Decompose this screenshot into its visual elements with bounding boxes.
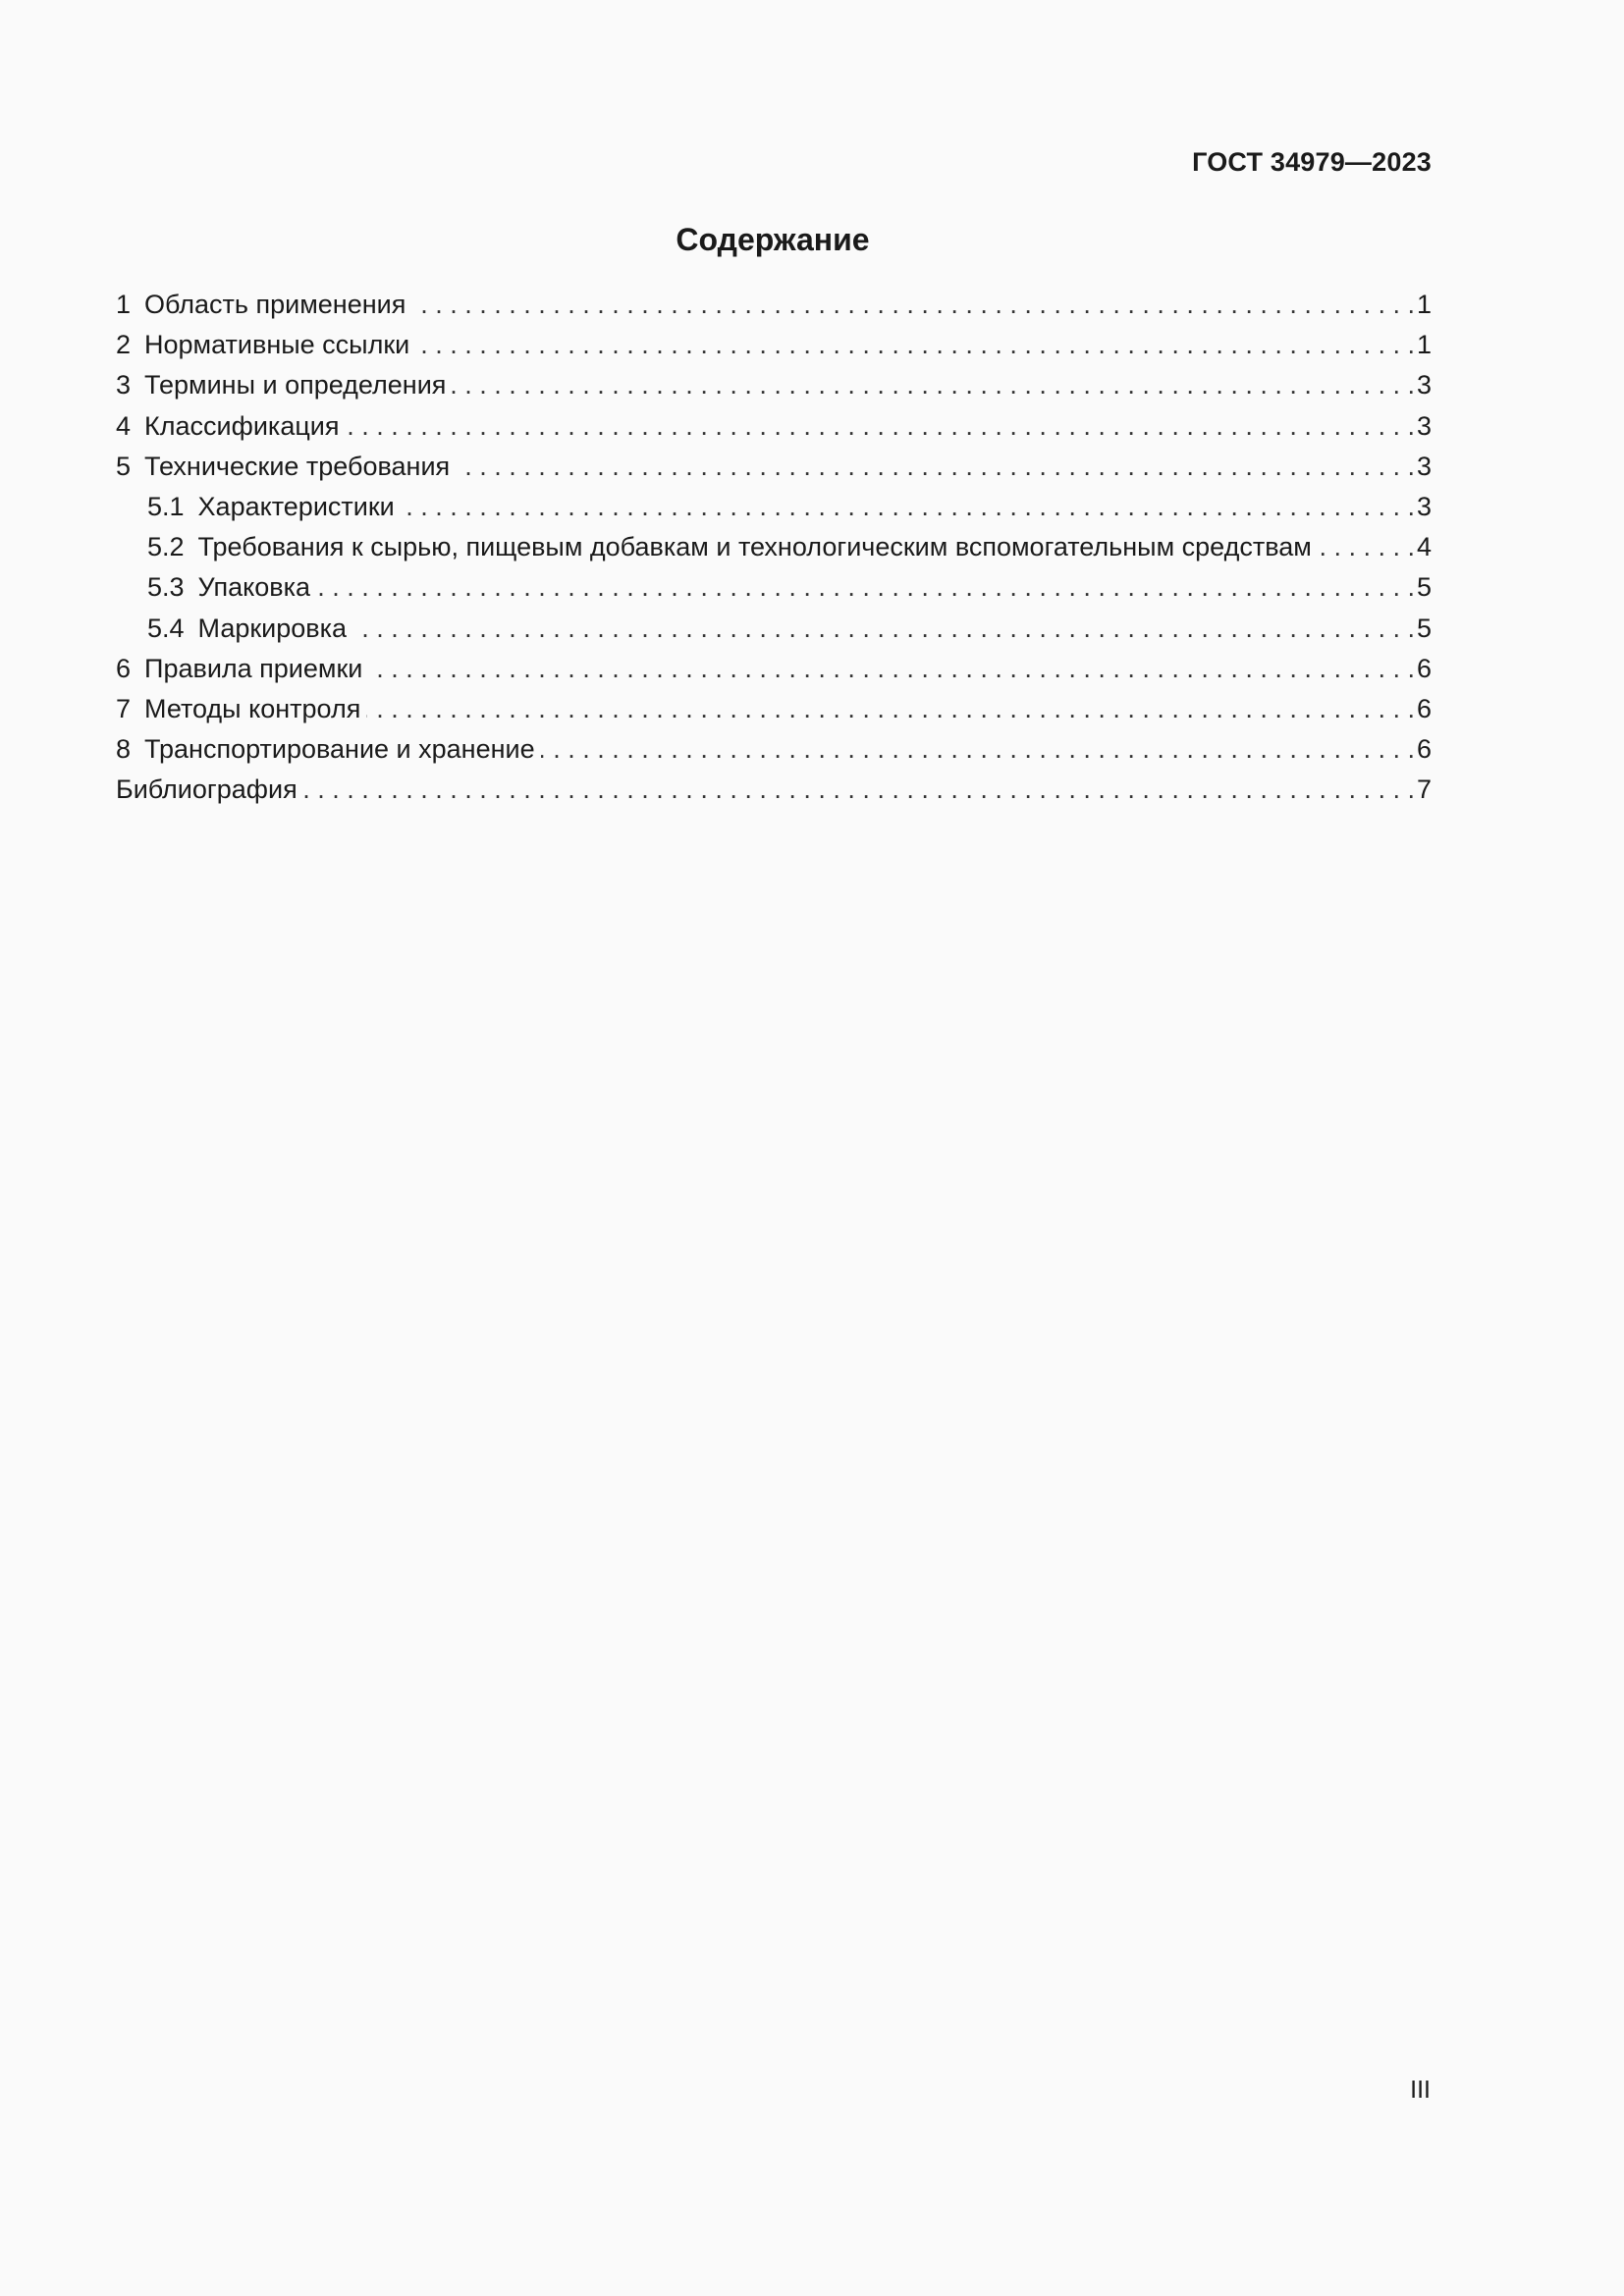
toc-item[interactable] bbox=[116, 285, 1432, 325]
toc-dot-leader bbox=[452, 365, 1415, 405]
table-of-contents bbox=[116, 285, 1432, 810]
toc-dot-leader bbox=[352, 609, 1415, 649]
toc-item-label: Нормативные ссылки bbox=[144, 330, 410, 360]
toc-item[interactable] bbox=[116, 649, 1432, 689]
toc-item-number: 6 bbox=[116, 653, 132, 683]
toc-item-page: 1 bbox=[1416, 290, 1432, 319]
toc-item-page: 3 bbox=[1416, 370, 1432, 400]
toc-subitem[interactable] bbox=[116, 487, 1432, 527]
toc-item-number: 2 bbox=[116, 330, 132, 360]
toc-item-label: Требования к сырью, пищевым добавкам и технологическим вспомогательным средствам bbox=[197, 532, 1312, 562]
toc-item-page: 5 bbox=[1416, 613, 1432, 643]
toc-item-bibliography[interactable] bbox=[116, 770, 1432, 810]
toc-item[interactable] bbox=[116, 365, 1432, 405]
toc-item-label: Упаковка bbox=[197, 572, 311, 603]
toc-item-page: 3 bbox=[1416, 410, 1432, 441]
toc-item-page: 3 bbox=[1416, 451, 1432, 481]
toc-item-page: 4 bbox=[1416, 532, 1432, 562]
toc-dot-leader bbox=[541, 729, 1415, 770]
toc-item-page: 3 bbox=[1416, 491, 1432, 521]
toc-dot-leader bbox=[303, 770, 1415, 810]
toc-item-label: Правила приемки bbox=[144, 653, 363, 683]
toc-item-label: Маркировка bbox=[197, 613, 348, 643]
toc-item-page: 6 bbox=[1416, 734, 1432, 765]
toc-item-number: 8 bbox=[116, 734, 132, 765]
toc-subitem[interactable] bbox=[116, 527, 1432, 567]
toc-item-label: Методы контроля bbox=[144, 693, 361, 723]
document-code: ГОСТ 34979—2023 bbox=[1192, 147, 1432, 177]
toc-item-label: Библиография bbox=[116, 774, 298, 805]
toc-dot-leader bbox=[456, 447, 1415, 487]
toc-item-number: 5.4 bbox=[147, 613, 185, 643]
toc-dot-leader bbox=[368, 649, 1415, 689]
toc-item-number: 3 bbox=[116, 370, 132, 400]
toc-item-page: 6 bbox=[1416, 693, 1432, 723]
toc-item-number: 5.1 bbox=[147, 491, 185, 521]
toc-title: Содержание bbox=[676, 222, 870, 257]
toc-item-label: Термины и определения bbox=[144, 370, 447, 400]
toc-item-number: 1 bbox=[116, 290, 132, 319]
toc-item-number: 5 bbox=[116, 451, 132, 481]
toc-item-number: 7 bbox=[116, 693, 132, 723]
toc-subitem[interactable] bbox=[116, 567, 1432, 608]
toc-dot-leader bbox=[316, 567, 1415, 608]
toc-item-number: 4 bbox=[116, 410, 132, 441]
toc-item-page: 5 bbox=[1416, 572, 1432, 603]
toc-dot-leader bbox=[1318, 527, 1415, 567]
page-number: III bbox=[1410, 2076, 1431, 2104]
toc-item-label: Технические требования bbox=[144, 451, 451, 481]
toc-item[interactable] bbox=[116, 325, 1432, 365]
toc-item-number: 5.2 bbox=[147, 532, 185, 562]
toc-dot-leader bbox=[415, 325, 1415, 365]
toc-dot-leader bbox=[401, 487, 1415, 527]
toc-dot-leader bbox=[366, 689, 1415, 729]
toc-item-page: 7 bbox=[1416, 774, 1432, 805]
toc-item-label: Транспортирование и хранение bbox=[144, 734, 535, 765]
toc-item-label: Характеристики bbox=[197, 491, 395, 521]
toc-item[interactable] bbox=[116, 447, 1432, 487]
toc-dot-leader bbox=[346, 406, 1415, 447]
toc-dot-leader bbox=[411, 285, 1415, 325]
toc-item-page: 6 bbox=[1416, 653, 1432, 683]
toc-item-label: Классификация bbox=[144, 410, 340, 441]
toc-item[interactable] bbox=[116, 689, 1432, 729]
toc-item-page: 1 bbox=[1416, 330, 1432, 360]
toc-item[interactable] bbox=[116, 729, 1432, 770]
toc-item[interactable] bbox=[116, 406, 1432, 447]
toc-item-number: 5.3 bbox=[147, 572, 185, 603]
toc-item-label: Область применения bbox=[144, 290, 406, 319]
toc-subitem[interactable] bbox=[116, 609, 1432, 649]
